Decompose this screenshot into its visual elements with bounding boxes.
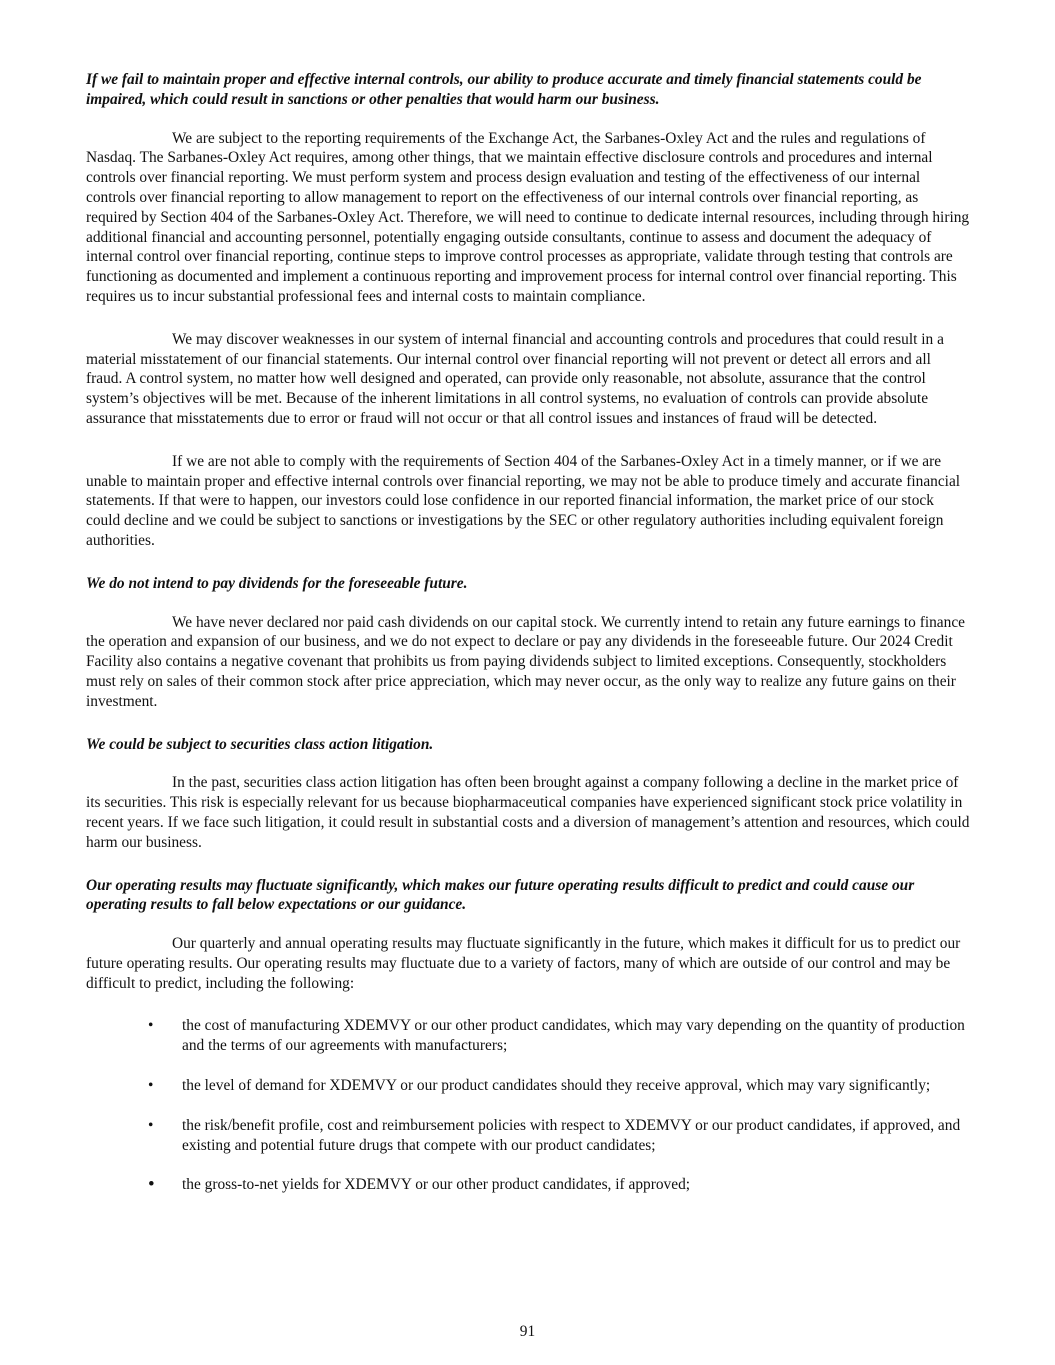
section-heading: We could be subject to securities class action litigation.: [86, 735, 434, 753]
section-internal-controls: [86, 70, 970, 551]
paragraph: We may discover weaknesses in our system of internal financial and accounting controls and procedures that could result in a material misstatement of our financial statements. Our internal control over financial reporting will not prevent or detect all errors and all fraud. A control system, no matter how well designed and operated, can provide only reasonable, not absolute, assurance that the control system’s objectives will be met. Because of the inherent limitations in all control systems, no evaluation of controls can provide absolute assurance that misstatements due to error or fraud will not occur or that all control issues and instances of fraud will be detected.: [86, 330, 944, 427]
paragraph: We are subject to the reporting requirements of the Exchange Act, the Sarbanes-Oxley Act and the rules and regulations of Nasdaq. The Sarbanes-Oxley Act requires, among other things, that we maintain effective disclosure controls and procedures and internal controls over financial reporting. We must perform system and process design evaluation and testing of the effectiveness of our internal controls over financial reporting to allow management to report on the effectiveness of our internal controls over financial reporting, as required by Section 404 of the Sarbanes-Oxley Act. Therefore, we will need to continue to dedicate internal resources, including through hiring additional financial and accounting personnel, potentially engaging outside consultants, continue to assess and document the adequacy of internal control over financial reporting, continue steps to improve control processes as appropriate, validate through testing that controls are functioning as documented and implement a continuous reporting and improvement process for internal control over financial reporting. This requires us to incur substantial professional fees and internal costs to maintain compliance.: [86, 129, 970, 305]
list-item-text: the gross-to-net yields for XDEMVY or our other product candidates, if approved;: [182, 1176, 691, 1194]
section-class-action: [86, 735, 970, 853]
bullet-list: [86, 1016, 970, 1195]
list-item-text: the risk/benefit profile, cost and reimbursement policies with respect to XDEMVY or our product candidates, if approved, and existing and potential future drugs that compete with our product candidates;: [182, 1116, 961, 1154]
section-heading: Our operating results may fluctuate significantly, which makes our future operating results difficult to predict and could cause our operating results to fall below expectations or our guidance.: [86, 876, 915, 914]
section-heading: We do not intend to pay dividends for the foreseeable future.: [86, 574, 468, 592]
page-number: 91: [519, 1323, 536, 1340]
paragraph: We have never declared nor paid cash dividends on our capital stock. We currently intend to retain any future earnings to finance the operation and expansion of our business, and we do not expect to declare or pay any dividends in the foreseeable future. Our 2024 Credit Facility also contains a negative covenant that prohibits us from paying dividends subject to limited exceptions. Consequently, stockholders must rely on sales of their common stock after price appreciation, which may never occur, as the only way to realize any future gains on their investment.: [86, 613, 965, 710]
section-dividends: [86, 574, 970, 712]
list-item-text: the cost of manufacturing XDEMVY or our other product candidates, which may vary depending on the quantity of production and the terms of our agreements with manufacturers;: [182, 1017, 965, 1055]
bullet-icon: •: [148, 1116, 154, 1134]
paragraph: Our quarterly and annual operating results may fluctuate significantly in the future, which makes it difficult for us to predict our future operating results. Our operating results may fluctuate due to a variety of factors, many of which are outside of our control and may be difficult to predict, including the following:: [86, 935, 961, 992]
list-item: [86, 1175, 970, 1195]
list-item: [86, 1116, 970, 1156]
list-item: [86, 1076, 970, 1096]
bullet-icon: •: [148, 1174, 155, 1196]
document-page: [86, 70, 970, 1215]
paragraph: If we are not able to comply with the requirements of Section 404 of the Sarbanes-Oxley Act in a timely manner, or if we are unable to maintain proper and effective internal controls over financial reporting, we may not be able to produce timely and accurate financial statements. If that were to happen, our investors could lose confidence in our reported financial information, the market price of our stock could decline and we could be subject to sanctions or investigations by the SEC or other regulatory authorities including equivalent foreign authorities.: [86, 452, 961, 549]
bullet-icon: •: [148, 1017, 154, 1035]
bullet-icon: •: [148, 1077, 154, 1095]
paragraph: In the past, securities class action litigation has often been brought against a company following a decline in the market price of its securities. This risk is especially relevant for us because biopharmaceutical companies have experienced significant stock price volatility in recent years. If we face such litigation, it could result in substantial costs and a diversion of management’s attention and resources, which could harm our business.: [86, 774, 970, 851]
section-heading: If we fail to maintain proper and effective internal controls, our ability to produce accurate and timely financial statements could be impaired, which could result in sanctions or other penalties that would harm our business.: [86, 71, 922, 108]
section-operating-results: [86, 876, 970, 1196]
list-item-text: the level of demand for XDEMVY or our product candidates should they receive approval, which may vary significantly;: [182, 1077, 931, 1095]
list-item: [86, 1016, 970, 1056]
